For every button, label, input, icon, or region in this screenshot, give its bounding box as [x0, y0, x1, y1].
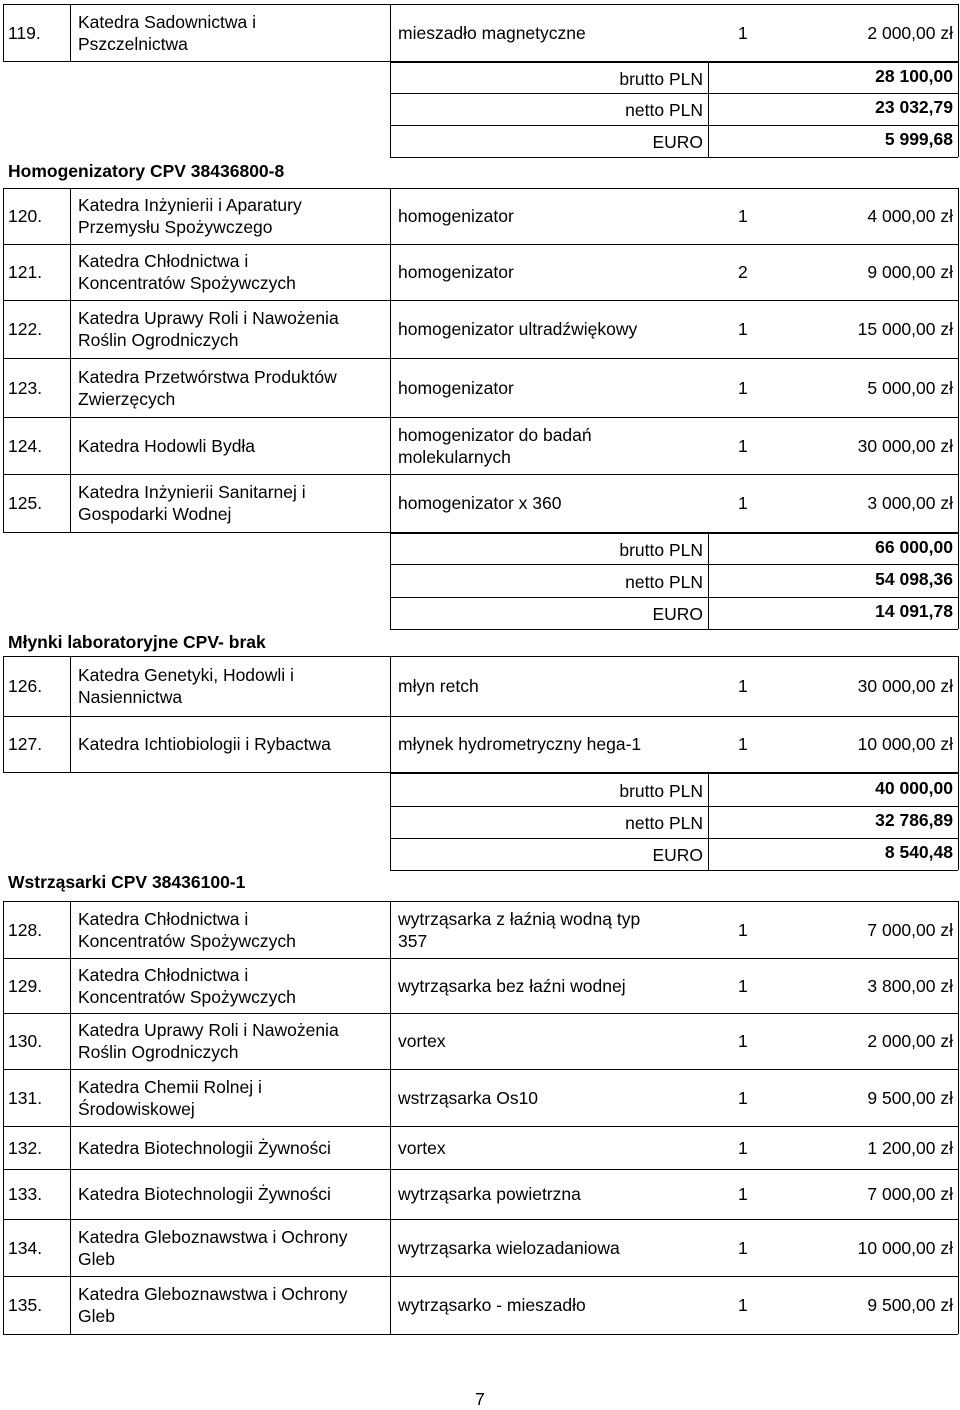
grid-line-h — [390, 62, 958, 63]
grid-line-v — [958, 532, 959, 629]
total-euro-value: 14 091,78 — [875, 601, 953, 621]
grid-line-v — [958, 244, 959, 300]
grid-line-h — [3, 300, 958, 301]
item-name: wytrząsarka bez łaźni wodnej — [398, 976, 626, 996]
price: 7 000,00 zł — [867, 1184, 953, 1204]
grid-line-v — [3, 716, 4, 772]
grid-line-v — [958, 1069, 959, 1126]
price: 9 500,00 zł — [867, 1088, 953, 1108]
item-name: wytrząsarka z łaźnią wodną typ — [398, 909, 641, 929]
department-name: Przemysłu Spożywczego — [78, 217, 273, 237]
grid-line-v — [390, 61, 391, 157]
grid-line-v — [70, 188, 71, 244]
grid-line-v — [390, 1276, 391, 1334]
quantity: 2 — [738, 262, 748, 282]
grid-line-h — [390, 773, 958, 774]
grid-line-v — [3, 656, 4, 716]
grid-line-h — [390, 629, 958, 630]
item-name: homogenizator — [398, 262, 514, 282]
grid-line-v — [958, 4, 959, 61]
total-netto-value: 54 098,36 — [875, 569, 953, 589]
department-name: Katedra Hodowli Bydła — [78, 436, 256, 456]
grid-line-v — [958, 656, 959, 716]
item-name: homogenizator — [398, 378, 514, 398]
department-name: Katedra Chłodnictwa i — [78, 251, 249, 271]
section-title: Wstrząsarki CPV 38436100-1 — [8, 872, 246, 892]
total-brutto-label: brutto PLN — [619, 540, 703, 560]
quantity: 1 — [738, 976, 748, 996]
grid-line-h — [3, 417, 958, 418]
grid-line-v — [390, 417, 391, 474]
quantity: 1 — [738, 1138, 748, 1158]
grid-line-v — [70, 417, 71, 474]
row-number: 135. — [8, 1295, 43, 1315]
grid-line-v — [390, 532, 391, 629]
department-name: Katedra Inżynierii Sanitarnej i — [78, 482, 306, 502]
quantity: 1 — [738, 1088, 748, 1108]
grid-line-v — [390, 300, 391, 358]
row-number: 127. — [8, 734, 43, 754]
grid-line-v — [958, 474, 959, 532]
grid-line-v — [958, 417, 959, 474]
department-name: Katedra Ichtiobiologii i Rybactwa — [78, 734, 331, 754]
grid-line-v — [3, 417, 4, 474]
grid-line-v — [708, 772, 709, 870]
price: 3 000,00 zł — [867, 493, 953, 513]
total-brutto-value: 40 000,00 — [875, 778, 953, 798]
grid-line-v — [70, 901, 71, 958]
row-number: 133. — [8, 1184, 43, 1204]
item-name: molekularnych — [398, 447, 511, 467]
grid-line-v — [958, 1276, 959, 1334]
grid-line-h — [3, 244, 958, 245]
grid-line-v — [3, 1013, 4, 1069]
item-name: homogenizator do badań — [398, 425, 592, 445]
department-name: Katedra Uprawy Roli i Nawożenia — [78, 308, 339, 328]
total-euro-label: EURO — [652, 604, 703, 624]
grid-line-h — [3, 656, 958, 657]
price: 2 000,00 zł — [867, 23, 953, 43]
row-number: 131. — [8, 1088, 43, 1108]
department-name: Koncentratów Spożywczych — [78, 987, 296, 1007]
grid-line-v — [958, 61, 959, 157]
row-number: 132. — [8, 1138, 43, 1158]
department-name: Roślin Ogrodniczych — [78, 330, 239, 350]
row-number: 129. — [8, 976, 43, 996]
price: 30 000,00 zł — [857, 676, 953, 696]
grid-line-v — [70, 1219, 71, 1276]
item-name: vortex — [398, 1031, 446, 1051]
row-number: 122. — [8, 319, 43, 339]
grid-line-v — [958, 901, 959, 958]
department-name: Roślin Ogrodniczych — [78, 1042, 239, 1062]
grid-line-h — [3, 188, 958, 189]
grid-line-h — [3, 958, 958, 959]
grid-line-v — [958, 716, 959, 772]
row-number: 120. — [8, 206, 43, 226]
department-name: Katedra Biotechnologii Żywności — [78, 1138, 331, 1158]
department-name: Katedra Chłodnictwa i — [78, 909, 249, 929]
grid-line-v — [70, 4, 71, 61]
grid-line-v — [390, 772, 391, 870]
grid-line-v — [3, 901, 4, 958]
grid-line-v — [70, 1126, 71, 1169]
grid-line-v — [958, 772, 959, 870]
item-name: wstrząsarka Os10 — [398, 1088, 539, 1108]
grid-line-h — [3, 716, 958, 717]
grid-line-v — [3, 4, 4, 61]
grid-line-h — [3, 4, 958, 5]
total-netto-label: netto PLN — [625, 572, 703, 592]
grid-line-v — [958, 188, 959, 244]
department-name: Katedra Przetwórstwa Produktów — [78, 367, 337, 387]
grid-line-h — [3, 474, 958, 475]
grid-line-v — [390, 901, 391, 958]
item-name: homogenizator ultradźwiękowy — [398, 319, 638, 339]
grid-line-h — [3, 1219, 958, 1220]
grid-line-v — [708, 532, 709, 629]
grid-line-v — [3, 1126, 4, 1169]
grid-line-h — [390, 838, 958, 839]
row-number: 126. — [8, 676, 43, 696]
department-name: Środowiskowej — [78, 1099, 195, 1119]
grid-line-v — [70, 716, 71, 772]
total-brutto-value: 28 100,00 — [875, 66, 953, 86]
row-number: 128. — [8, 920, 43, 940]
department-name: Gleb — [78, 1306, 115, 1326]
grid-line-v — [958, 358, 959, 417]
grid-line-v — [390, 1126, 391, 1169]
total-euro-label: EURO — [652, 845, 703, 865]
department-name: Katedra Sadownictwa i — [78, 12, 257, 32]
grid-line-v — [390, 244, 391, 300]
grid-line-h — [390, 597, 958, 598]
grid-line-v — [3, 300, 4, 358]
department-name: Zwierzęcych — [78, 389, 176, 409]
grid-line-v — [390, 188, 391, 244]
grid-line-v — [3, 474, 4, 532]
grid-line-v — [390, 1069, 391, 1126]
grid-line-h — [3, 1126, 958, 1127]
quantity: 1 — [738, 734, 748, 754]
price: 7 000,00 zł — [867, 920, 953, 940]
price: 10 000,00 zł — [857, 734, 953, 754]
item-name: wytrząsarka powietrzna — [398, 1184, 581, 1204]
total-euro-label: EURO — [652, 132, 703, 152]
row-number: 124. — [8, 436, 43, 456]
grid-line-v — [3, 244, 4, 300]
grid-line-v — [390, 656, 391, 716]
row-number: 134. — [8, 1238, 43, 1258]
grid-line-v — [70, 474, 71, 532]
quantity: 1 — [738, 1238, 748, 1258]
department-name: Katedra Gleboznawstwa i Ochrony — [78, 1284, 348, 1304]
grid-line-v — [70, 1169, 71, 1219]
grid-line-h — [390, 806, 958, 807]
item-name: homogenizator — [398, 206, 514, 226]
department-name: Katedra Chemii Rolnej i — [78, 1077, 262, 1097]
section-title: Młynki laboratoryjne CPV- brak — [8, 632, 266, 652]
grid-line-h — [390, 870, 958, 871]
grid-line-v — [390, 716, 391, 772]
department-name: Katedra Uprawy Roli i Nawożenia — [78, 1020, 339, 1040]
grid-line-v — [708, 61, 709, 157]
grid-line-v — [3, 1069, 4, 1126]
department-name: Katedra Biotechnologii Żywności — [78, 1184, 331, 1204]
department-name: Gospodarki Wodnej — [78, 504, 232, 524]
grid-line-h — [3, 358, 958, 359]
quantity: 1 — [738, 1031, 748, 1051]
item-name: homogenizator x 360 — [398, 493, 562, 513]
row-number: 125. — [8, 493, 43, 513]
grid-line-v — [70, 958, 71, 1013]
price: 9 000,00 zł — [867, 262, 953, 282]
price: 15 000,00 zł — [857, 319, 953, 339]
grid-line-v — [3, 358, 4, 417]
grid-line-v — [70, 300, 71, 358]
quantity: 1 — [738, 920, 748, 940]
price: 10 000,00 zł — [857, 1238, 953, 1258]
grid-line-h — [3, 901, 958, 902]
grid-line-v — [958, 1013, 959, 1069]
grid-line-v — [70, 1069, 71, 1126]
quantity: 1 — [738, 1295, 748, 1315]
total-euro-value: 5 999,68 — [884, 129, 953, 149]
grid-line-v — [390, 474, 391, 532]
section-title: Homogenizatory CPV 38436800-8 — [8, 161, 285, 181]
quantity: 1 — [738, 676, 748, 696]
grid-line-v — [70, 656, 71, 716]
total-netto-label: netto PLN — [625, 100, 703, 120]
department-name: Katedra Inżynierii i Aparatury — [78, 195, 302, 215]
item-name: młynek hydrometryczny hega-1 — [398, 734, 642, 754]
grid-line-v — [390, 958, 391, 1013]
grid-line-v — [70, 1013, 71, 1069]
quantity: 1 — [738, 206, 748, 226]
grid-line-v — [3, 1169, 4, 1219]
quantity: 1 — [738, 23, 748, 43]
total-brutto-label: brutto PLN — [619, 69, 703, 89]
row-number: 121. — [8, 262, 43, 282]
grid-line-h — [390, 564, 958, 565]
grid-line-h — [390, 93, 958, 94]
department-name: Katedra Chłodnictwa i — [78, 965, 249, 985]
grid-line-v — [390, 358, 391, 417]
price: 1 200,00 zł — [867, 1138, 953, 1158]
grid-line-v — [70, 358, 71, 417]
grid-line-v — [390, 4, 391, 61]
grid-line-v — [390, 1219, 391, 1276]
item-name: wytrząsarko - mieszadło — [398, 1295, 586, 1315]
grid-line-h — [390, 533, 958, 534]
item-name: młyn retch — [398, 676, 479, 696]
price: 4 000,00 zł — [867, 206, 953, 226]
grid-line-v — [958, 300, 959, 358]
grid-line-h — [3, 1334, 958, 1335]
grid-line-v — [958, 1219, 959, 1276]
total-netto-label: netto PLN — [625, 813, 703, 833]
total-euro-value: 8 540,48 — [884, 842, 953, 862]
grid-line-h — [390, 125, 958, 126]
row-number: 130. — [8, 1031, 43, 1051]
price: 9 500,00 zł — [867, 1295, 953, 1315]
grid-line-v — [958, 1169, 959, 1219]
row-number: 123. — [8, 378, 43, 398]
item-name: mieszadło magnetyczne — [398, 23, 586, 43]
item-name: wytrząsarka wielozadaniowa — [398, 1238, 620, 1258]
grid-line-h — [3, 1013, 958, 1014]
department-name: Pszczelnictwa — [78, 34, 188, 54]
quantity: 1 — [738, 319, 748, 339]
price: 5 000,00 zł — [867, 378, 953, 398]
total-brutto-value: 66 000,00 — [875, 537, 953, 557]
price: 2 000,00 zł — [867, 1031, 953, 1051]
department-name: Katedra Gleboznawstwa i Ochrony — [78, 1227, 348, 1247]
grid-line-v — [3, 188, 4, 244]
grid-line-v — [390, 1169, 391, 1219]
grid-line-v — [3, 1276, 4, 1334]
grid-line-h — [3, 1276, 958, 1277]
grid-line-h — [3, 1169, 958, 1170]
grid-line-v — [390, 1013, 391, 1069]
grid-line-v — [958, 1126, 959, 1169]
grid-line-h — [3, 1069, 958, 1070]
grid-line-h — [390, 157, 958, 158]
price: 3 800,00 zł — [867, 976, 953, 996]
quantity: 1 — [738, 1184, 748, 1204]
grid-line-v — [70, 244, 71, 300]
total-brutto-label: brutto PLN — [619, 781, 703, 801]
row-number: 119. — [8, 23, 41, 43]
quantity: 1 — [738, 378, 748, 398]
department-name: Katedra Genetyki, Hodowli i — [78, 665, 294, 685]
total-netto-value: 32 786,89 — [875, 810, 953, 830]
grid-line-v — [3, 1219, 4, 1276]
department-name: Nasiennictwa — [78, 687, 183, 707]
quantity: 1 — [738, 436, 748, 456]
grid-line-v — [70, 1276, 71, 1334]
quantity: 1 — [738, 493, 748, 513]
grid-line-v — [958, 958, 959, 1013]
department-name: Koncentratów Spożywczych — [78, 273, 296, 293]
total-netto-value: 23 032,79 — [875, 97, 953, 117]
department-name: Gleb — [78, 1249, 115, 1269]
price: 30 000,00 zł — [857, 436, 953, 456]
item-name: vortex — [398, 1138, 446, 1158]
page-number: 7 — [475, 1389, 485, 1409]
item-name: 357 — [398, 931, 428, 951]
grid-line-v — [3, 958, 4, 1013]
department-name: Koncentratów Spożywczych — [78, 931, 296, 951]
